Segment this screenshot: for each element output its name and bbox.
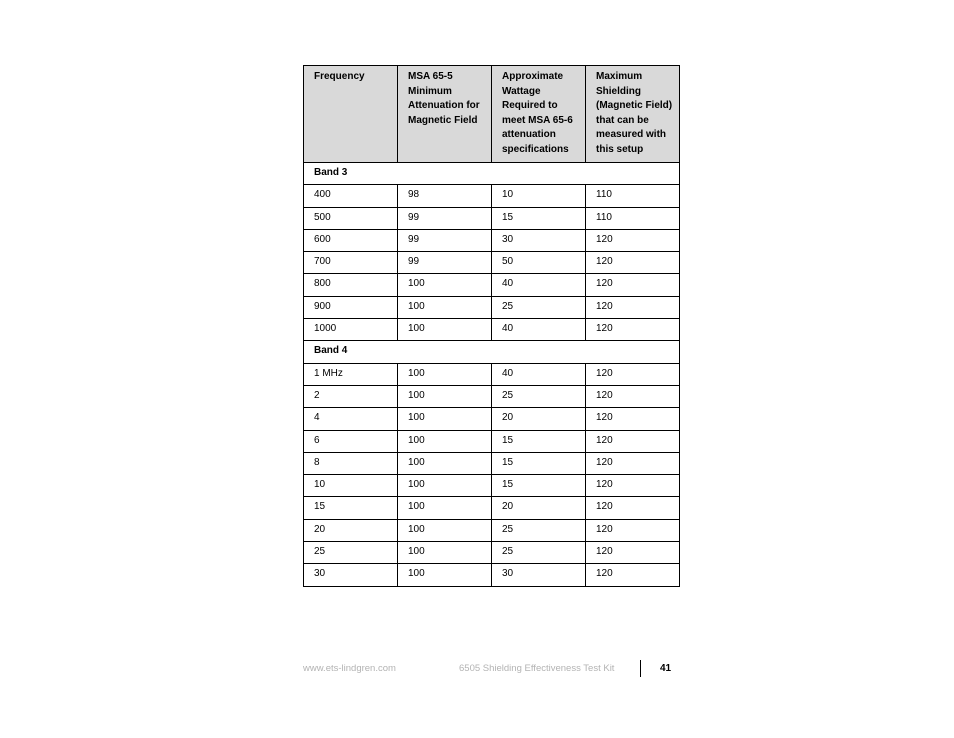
table-cell: 100 [398, 430, 492, 452]
table-cell: 1000 [304, 319, 398, 341]
table-cell: 50 [492, 252, 586, 274]
table-cell: 700 [304, 252, 398, 274]
footer-divider [640, 660, 641, 677]
table-cell: 20 [304, 519, 398, 541]
table-body [304, 163, 680, 587]
table-cell: 120 [586, 229, 680, 251]
table-row [304, 185, 680, 207]
table-cell: 900 [304, 296, 398, 318]
table-cell: 15 [492, 430, 586, 452]
table-cell: 25 [492, 542, 586, 564]
table-row [304, 274, 680, 296]
table-cell: 100 [398, 564, 492, 586]
table-cell: 100 [398, 497, 492, 519]
header-frequency: Frequency [304, 66, 398, 163]
footer-doc-title: 6505 Shielding Effectiveness Test Kit [459, 663, 615, 674]
table-row [304, 430, 680, 452]
table-cell: 15 [492, 452, 586, 474]
table-cell: 25 [492, 385, 586, 407]
table-row [304, 564, 680, 586]
table-cell: 25 [304, 542, 398, 564]
table-cell: 2 [304, 385, 398, 407]
table-cell: 30 [492, 564, 586, 586]
header-min-attenuation: MSA 65-5 Minimum Attenuation for Magnetic Field [398, 66, 492, 163]
table-cell: 30 [492, 229, 586, 251]
table-row [304, 475, 680, 497]
table-cell: 100 [398, 452, 492, 474]
table-cell: 30 [304, 564, 398, 586]
table-row [304, 408, 680, 430]
band-label: Band 4 [304, 341, 680, 363]
table-header [304, 66, 680, 163]
specification-table [303, 65, 680, 587]
footer-url: www.ets-lindgren.com [303, 663, 396, 674]
table-cell: 120 [586, 542, 680, 564]
table-cell: 99 [398, 229, 492, 251]
table-cell: 100 [398, 475, 492, 497]
table-row [304, 319, 680, 341]
table-row [304, 252, 680, 274]
table-cell: 40 [492, 363, 586, 385]
table-cell: 110 [586, 207, 680, 229]
table-cell: 20 [492, 497, 586, 519]
table-cell: 15 [492, 475, 586, 497]
header-approx-wattage: Approximate Wattage Required to meet MSA 65-6 attenuation specifications [492, 66, 586, 163]
table-cell: 98 [398, 185, 492, 207]
table-cell: 120 [586, 497, 680, 519]
table-cell: 110 [586, 185, 680, 207]
table-cell: 1 MHz [304, 363, 398, 385]
table-cell: 8 [304, 452, 398, 474]
table-cell: 120 [586, 519, 680, 541]
page-number: 41 [660, 663, 672, 674]
table-row [304, 385, 680, 407]
band-row [304, 163, 680, 185]
table-row [304, 452, 680, 474]
header-row [304, 66, 680, 163]
table-cell: 120 [586, 385, 680, 407]
table-cell: 99 [398, 252, 492, 274]
table-cell: 120 [586, 475, 680, 497]
table-row [304, 207, 680, 229]
band-label: Band 3 [304, 163, 680, 185]
table-row [304, 296, 680, 318]
table-cell: 400 [304, 185, 398, 207]
table-cell: 100 [398, 519, 492, 541]
table-cell: 120 [586, 430, 680, 452]
table-cell: 15 [304, 497, 398, 519]
table-cell: 40 [492, 319, 586, 341]
table-cell: 100 [398, 274, 492, 296]
table-cell: 120 [586, 363, 680, 385]
band-row [304, 341, 680, 363]
table-cell: 120 [586, 408, 680, 430]
table-cell: 99 [398, 207, 492, 229]
table-cell: 120 [586, 296, 680, 318]
table-cell: 25 [492, 296, 586, 318]
table-row [304, 519, 680, 541]
table-cell: 100 [398, 296, 492, 318]
table-cell: 500 [304, 207, 398, 229]
header-max-shielding: Maximum Shielding (Magnetic Field) that can be measured with this setup [586, 66, 680, 163]
table-cell: 100 [398, 385, 492, 407]
table-cell: 120 [586, 564, 680, 586]
table-cell: 120 [586, 452, 680, 474]
table-cell: 100 [398, 363, 492, 385]
table-cell: 4 [304, 408, 398, 430]
table-cell: 10 [492, 185, 586, 207]
table-cell: 120 [586, 319, 680, 341]
table-cell: 800 [304, 274, 398, 296]
table-cell: 100 [398, 319, 492, 341]
table-cell: 6 [304, 430, 398, 452]
table-cell: 15 [492, 207, 586, 229]
table-row [304, 363, 680, 385]
table-cell: 25 [492, 519, 586, 541]
table-cell: 600 [304, 229, 398, 251]
table-cell: 20 [492, 408, 586, 430]
table-row [304, 229, 680, 251]
table-cell: 100 [398, 408, 492, 430]
table-cell: 120 [586, 274, 680, 296]
table-row [304, 497, 680, 519]
table-cell: 100 [398, 542, 492, 564]
table-row [304, 542, 680, 564]
table-cell: 120 [586, 252, 680, 274]
table-cell: 40 [492, 274, 586, 296]
table-cell: 10 [304, 475, 398, 497]
